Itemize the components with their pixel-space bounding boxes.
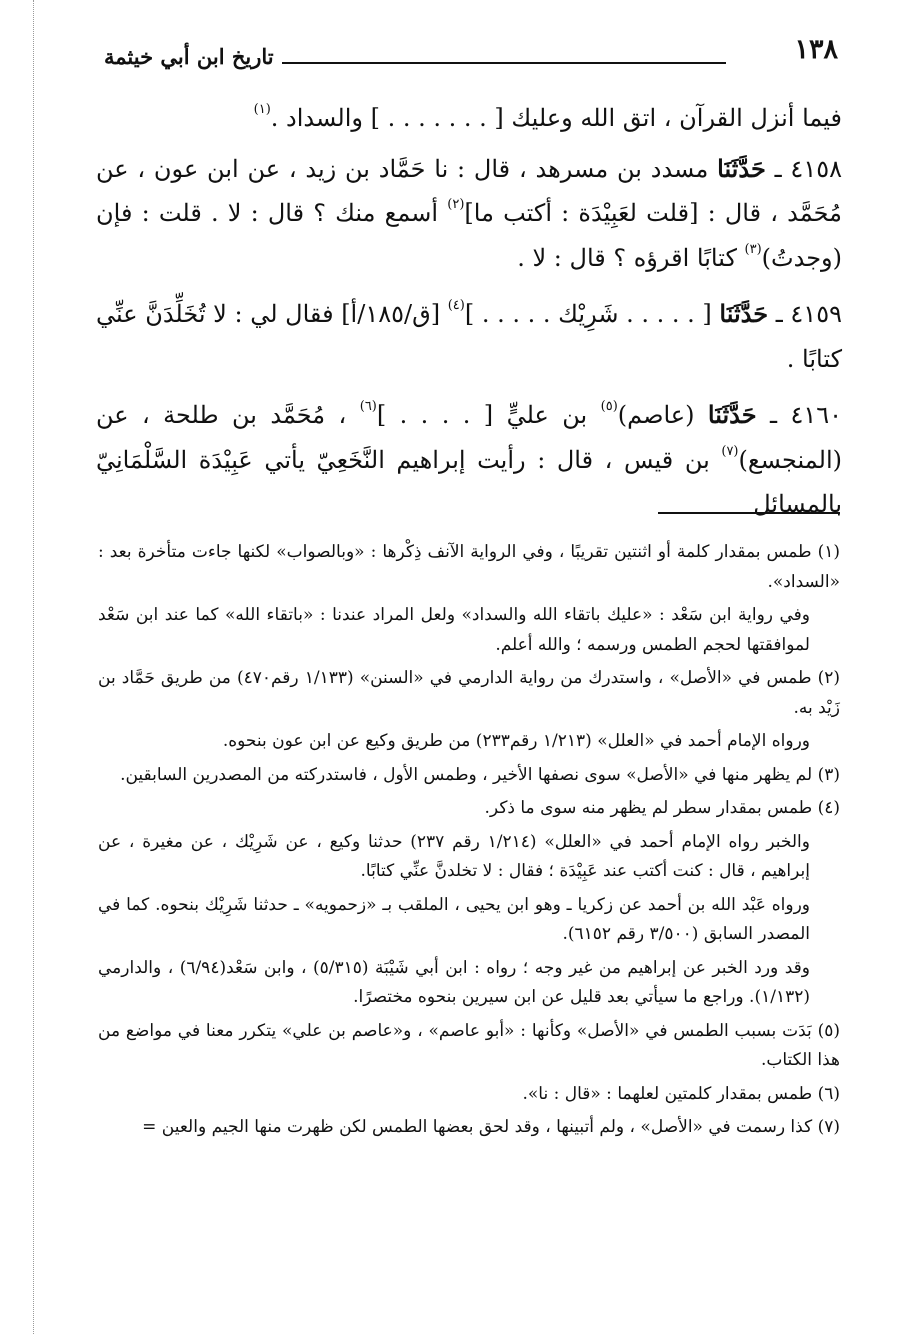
footnote-2: (٢) طمس في «الأصل» ، واستدرك من رواية الدارمي في «السنن» (١/١٣٣ رقم٤٧٠) من طريق حَمَّاد بن زَيْد به. bbox=[98, 668, 840, 718]
hadith-text: بن قيس ، قال : رأيت إبراهيم النَّخَعِيّ يأتي عَبِيْدَة السَّلْمَانِيّ بالمسائل bbox=[96, 445, 842, 518]
footnote-1-continued: وفي رواية ابن سَعْد : «عليك باتقاء الله والسداد» ولعل المراد عندنا : «باتقاء الله» كما عند ابن سَعْد لموافقتها لحجم الطمس ورسمه ؛ والله أعلم. bbox=[98, 605, 810, 655]
hadith-number: ٤١٦٠ ـ bbox=[770, 401, 843, 429]
footnote-4-continued: ورواه عَبْد الله بن أحمد عن زكريا ـ وهو ابن يحيى ، الملقب بـ «زحمويه» ـ حدثنا شَرِيْك بنحوه. كما في المصدر السابق (٣/٥٠٠ رقم ٦١٥٢). bbox=[98, 894, 810, 944]
footnote-ref: (٢) bbox=[447, 197, 465, 212]
hadith-text: مسدد بن مسرهد ، قال : نا حَمَّاد بن زيد ، عن ابن عون ، عن مُحَمَّد ، قال : [قلت لعَبِيْدَة : أكتب ما] bbox=[96, 154, 842, 227]
footnote-ref: (٣) bbox=[744, 241, 762, 257]
footnote-3: (٣) لم يظهر منها في «الأصل» سوى نصفها الأخير ، وطمس الأول ، فاستدركته من المصدرين السابقين. bbox=[120, 764, 840, 785]
hadith-text: [ق/١٨٥/أ] فقال لي : لا تُخَلِّدَنَّ عنِّي كتابًا . bbox=[96, 300, 842, 373]
page-header bbox=[104, 32, 838, 82]
hadith-verb: حَدَّثَنَا bbox=[719, 299, 769, 328]
hadith-4159 bbox=[96, 292, 842, 381]
footnotes bbox=[98, 538, 840, 1147]
hadith-text: [ . . . . . شَرِيْك . . . . . ] bbox=[464, 300, 712, 328]
footnote-2-continued: ورواه الإمام أحمد في «العلل» (١/٢١٣ رقم٢٣٣) من طريق وكيع عن ابن عون بنحوه. bbox=[222, 731, 810, 751]
hadith-text: كتابًا اقرؤه ؟ قال : لا . bbox=[517, 243, 737, 272]
footnote-1: (١) طمس بمقدار كلمة أو اثنتين تقريبًا ، وفي الرواية الآنف ذِكْرها : «وبالصواب» لكنها جاءت متأخرة بعد : «السداد». bbox=[98, 542, 840, 592]
hadith-text: (عاصم) bbox=[617, 401, 695, 429]
footnote-ref: (٤) bbox=[447, 298, 465, 313]
hadith-text: ، مُحَمَّد بن طلحة ، عن (المنجسع) bbox=[96, 401, 842, 474]
hadith-verb: حَدَّثَنَا bbox=[707, 400, 757, 429]
hadith-text: بن عليٍّ [ . . . . ] bbox=[376, 401, 588, 429]
book-title: تاريخ ابن أبي خيثمة bbox=[104, 44, 274, 69]
footnote-ref: (٧) bbox=[721, 443, 739, 459]
footnote-4: (٤) طمس بمقدار سطر لم يظهر منه سوى ما ذكر. bbox=[484, 798, 840, 818]
hadith-4158 bbox=[96, 147, 842, 281]
paragraph-continuation bbox=[96, 96, 842, 141]
page-number: ١٣٨ bbox=[794, 34, 838, 65]
paragraph-text: فيما أنزل القرآن ، اتق الله وعليك [ . . . . . . . ] والسداد . bbox=[270, 104, 842, 132]
footnote-4-continued: والخبر رواه الإمام أحمد في «العلل» (١/٢١٤ رقم ٢٣٧) حدثنا وكيع ، عن شَرِيْك ، عن مغيرة ، عن إبراهيم ، قال : كنت أكتب عند عَبِيْدَة ؛ فقال : لا تخلدنَّ عنِّي كتابًا. bbox=[98, 831, 810, 881]
hadith-4160 bbox=[96, 393, 842, 527]
footnote-ref: (١) bbox=[253, 102, 271, 117]
hadith-number: ٤١٥٨ ـ bbox=[774, 154, 842, 183]
header-rule bbox=[282, 62, 726, 64]
hadith-text: أسمع منك ؟ قال : لا . قلت : فإن (وجدتُ) bbox=[96, 199, 842, 272]
footnote-ref: (٦) bbox=[359, 399, 377, 414]
footnote-4-continued: وقد ورد الخبر عن إبراهيم من غير وجه ؛ رواه : ابن أبي شَيْبَة (٥/٣١٥) ، وابن سَعْد(٦/٩٤) ، والدارمي (١/١٣٢). وراجع ما سيأتي بعد قليل عن ابن سيرين بنحوه مختصرًا. bbox=[98, 957, 811, 1007]
main-text bbox=[96, 96, 842, 539]
hadith-number: ٤١٥٩ ـ bbox=[775, 300, 842, 328]
footnote-ref: (٥) bbox=[600, 399, 618, 414]
footnote-5: (٥) بَدَت بسبب الطمس في «الأصل» وكأنها : «أبو عاصم» ، و«عاصم بن علي» يتكرر معنا في مواضع من هذا الكتاب. bbox=[98, 1020, 840, 1070]
hadith-verb: حَدَّثَنَا bbox=[717, 153, 766, 183]
footnotes-separator bbox=[658, 512, 840, 514]
footnote-7: (٧) كذا رسمت في «الأصل» ، ولم أتبينها ، وقد لحق بعضها الطمس لكن ظهرت منها الجيم والعين = bbox=[142, 1117, 840, 1137]
binding-gutter-line bbox=[33, 0, 34, 1334]
footnote-6: (٦) طمس بمقدار كلمتين لعلهما : «قال : نا». bbox=[522, 1083, 840, 1104]
